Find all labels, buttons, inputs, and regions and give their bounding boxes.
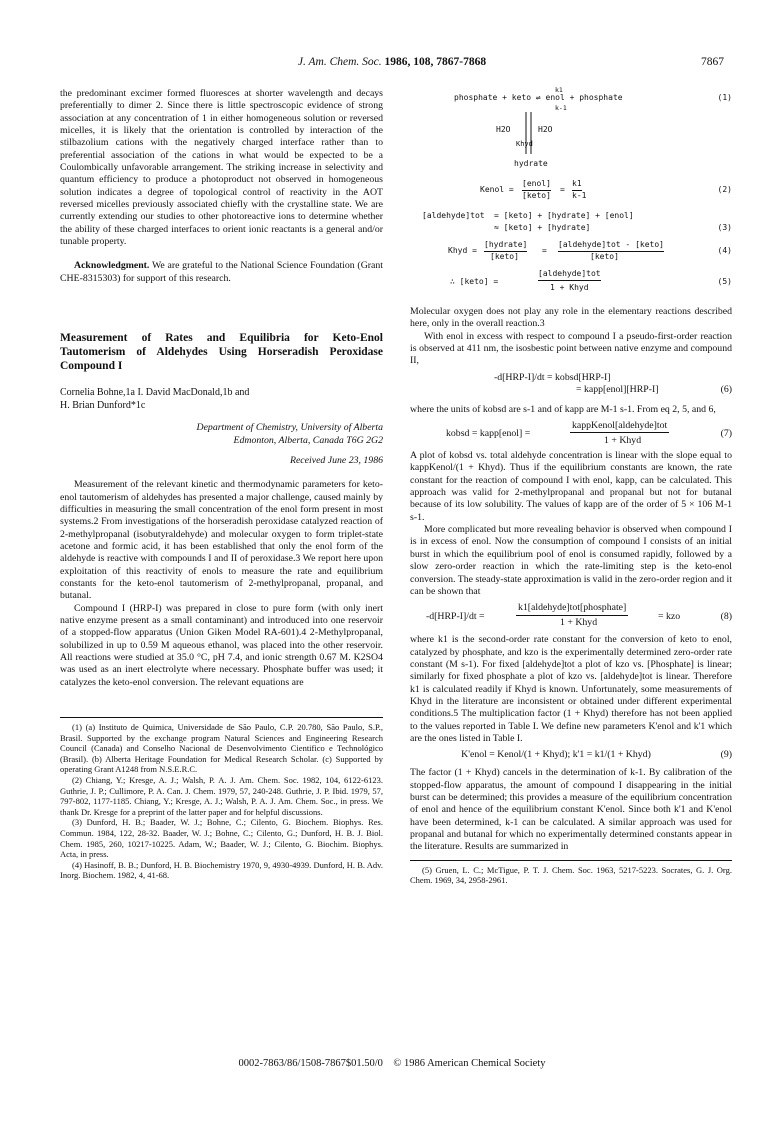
right-paragraph-5: More complicated but more revealing behavior is observed when compound I is in excess of enol. Now the consumption of compound I consists of an initial burst in which the equilibrium pool of enol is consumed rapidly, followed by a slow zero-order reaction in which the rate-limiting step is the keto-enol conversion. The steady-state approximation is valid in the zero-order region and it can be shown that [410, 524, 732, 597]
eq2-frac2-num: k1 [572, 178, 582, 191]
footnote-4: (4) Hasinoff, B. B.; Dunford, H. B. Biochemistry 1970, 9, 4930-4939. Dunford, H. B. Adv. Inorg. Biochem. 1982, 4, 41-68. [60, 859, 383, 881]
eq5-lhs: ∴ [keto] = [450, 277, 499, 286]
footnote-rule [60, 717, 383, 718]
hydrate-label: hydrate [514, 159, 548, 168]
received-date: Received June 23, 1986 [289, 454, 383, 466]
eq4-number: (4) [717, 246, 732, 255]
eq1-k-forward: k1 [555, 86, 563, 94]
body-paragraph-2: Compound I (HRP-I) was prepared in close to pure form (with only inert native enzyme present as a small contaminant) and introduced into one reservoir of a stopped-flow apparatus (Union Giken Model RA-601).4 2-Methylpropanal, solubilized in up to 0.59 M aqueous ethanol, was placed into the other reservoir. All reactions were studied at 35.0 °C, pH 7.4, and ionic strength 0.67 M. K2SO4 was used as an inert electrolyte where necessary. Phosphate buffer was used; it catalyzes the keto-enol conversion. The relevant equations are [60, 602, 383, 688]
eq1-k-reverse: k-1 [555, 104, 567, 112]
acknowledgment-text: We are grateful to the National Science Foundation (Grant CHE-8315303) for support of this research. [60, 260, 383, 284]
h2o-right: H2O [538, 125, 553, 134]
eq7-number: (7) [720, 428, 732, 440]
eq5-frac-den: 1 + Khyd [550, 283, 589, 292]
eq3-number: (3) [717, 223, 732, 232]
affiliation-line-1: Department of Chemistry, University of Alberta [196, 422, 383, 434]
header-page-number: 7867 [701, 56, 724, 68]
eq7-lhs: kobsd = kapp[enol] = [446, 428, 531, 440]
h2o-left: H2O [496, 125, 511, 134]
eq4-frac1-num: [hydrate] [484, 239, 527, 252]
reaction-scheme [410, 88, 732, 306]
eq4-frac2-den: [keto] [590, 252, 619, 261]
eq6-line-1: -d[HRP-I]/dt = kobsd[HRP-I] [494, 371, 611, 383]
footnote-5: (5) Gruen, L. C.; McTigue, P. T. J. Chem. Soc. 1963, 5217-5223. Socrates, G. J. Org. Chem. 1969, 34, 2958-2961. [410, 864, 732, 886]
eq2-frac2-den: k-1 [572, 191, 587, 200]
eq2-number: (2) [717, 185, 732, 194]
continuation-paragraph: the predominant excimer formed fluoresces at shorter wavelength and decays preferentially to dimer 2. Since there is little spectroscopic evidence of strong association at any concentration of 1 in either homogeneous solution or reversed micelles, it is likely that the orientation is controlled by interaction of the stilbazolium cations with the negatively charged interface rather than to preferential association of the cations in what would be expected to be a Coulombically unfavorable arrangement. The striking increase in selectivity and quantum efficiency to produce a photoproduct not observed in homogeneous solution indicates a degree of topological control of reactivity in the AOT reversed micelles previously associated chiefly with the crystalline state. We are currently extending our studies to other photoreactive ions to determine whether the ability of these charged interfaces to orient ionic reactants is a general and/or tunable property. [60, 88, 383, 248]
eq8-lhs: -d[HRP-I]/dt = [426, 611, 485, 623]
article-title: Measurement of Rates and Equilibria for Keto-Enol Tautomerism of Aldehydes Using Horseradish Peroxidase Compound I [60, 332, 383, 373]
acknowledgment-label: Acknowledgment. [74, 260, 150, 272]
eq8-number: (8) [720, 611, 732, 623]
eq4-frac2-num: [aldehyde]tot - [keto] [558, 239, 664, 252]
eq7-denominator: 1 + Khyd [604, 435, 642, 447]
eq2-lhs: Kenol = [480, 185, 514, 194]
eq4-equals: = [542, 246, 547, 255]
affiliation [60, 422, 383, 447]
equation-7 [410, 416, 732, 450]
footnote-1: (1) (a) Instituto de Quimica, Universidade de São Paulo, C.P. 20.780, São Paulo, S.P., Brasil. Supported by the exchange program Natural Sciences and Engineering Research Council (Canada) and Conselho Nacional de Desenvolvimento Cientifico e Technológico (Brasil). (b) Alberta Heritage Foundation for Medical Research Scholar. (c) Supported by operating Grant A1248 from N.S.E.R.C. [60, 722, 383, 775]
header-citation [60, 56, 724, 68]
right-paragraph-4: A plot of kobsd vs. total aldehyde concentration is linear with the slope equal to kappKenol/(1 + Khyd). Thus if the equilibrium constants are known, the rate constant for the reaction of compound I with enol, kapp, can be calculated. This approach was valid for 2-methylpropanal and propanal but not for butanal because of its low solubility. The values of kapp are of the order of 5 × 106 M-1 s-1. [410, 450, 732, 523]
eq1-number: (1) [717, 93, 732, 102]
eq1-text: phosphate + keto ⇌ enol + phosphate [454, 93, 623, 102]
header-year-pages: 1986, 108, 7867-7868 [384, 56, 487, 68]
footnote-3: (3) Dunford, H. B.; Baader, W. J.; Bohne, C.; Cilento, G. Biochem. Biophys. Res. Commun. 1984, 122, 28-32. Baader, W. J.; Bohne, C.; Cilento, G.; Dunford, H. B. J. Biol. Chem. 1985, 260, 10217-10225. Adam, W.; Baader, W. J.; Cilento, G. Biochim. Biophys. Acta, in press. [60, 817, 383, 860]
eq8-numerator: k1[aldehyde]tot[phosphate] [516, 602, 628, 615]
eq3-lhs: [aldehyde]tot [422, 211, 485, 220]
authors-line-1: Cornelia Bohne,1a I. David MacDonald,1b and [60, 387, 250, 399]
page-footer [0, 1058, 784, 1069]
eq5-number: (5) [717, 277, 732, 286]
running-header [60, 56, 724, 74]
right-paragraph-6: where k1 is the second-order rate constant for the conversion of keto to enol, catalyzed by phosphate, and kzo is the experimentally determined zero-order rate constant (M s-1). For fixed [aldehyde]tot a plot of kzo vs. [Phosphate] is linear; similarly for fixed phosphate a plot of kzo vs. [aldehyde]tot is linear. Therefore k1 is calculated readily if Khyd is known. Unfortunately, some measurements of Khyd in the literature are inconsistent or obtained under different experimental conditions.5 The multiplication factor (1 + Khyd) therefore has not been applied to the values reported in Table I. We define new parameters K'enol and k'1 which are the ones listed in Table I. [410, 634, 732, 744]
equation-8 [410, 598, 732, 634]
right-paragraph-7: The factor (1 + Khyd) cancels in the determination of k-1. By calibration of the stopped-flow apparatus, the amount of compound I disappearing in the initial burst can be determined; this provides a measure of the equilibrium concentration of enol and hence of the equilibrium constant K'enol. Since both k'1 and K'enol have been determined, k-1 can be calculated. A similar approach was used for propanal and butanal for which no experimentally determined constants appear in the literature. Results are summarized in [410, 767, 732, 853]
eq2-equals: = [560, 185, 565, 194]
acknowledgment-paragraph [60, 260, 383, 285]
eq5-frac-num: [aldehyde]tot [538, 268, 601, 281]
eq8-denominator: 1 + Khyd [560, 617, 598, 629]
eq2-frac1-num: [enol] [522, 178, 551, 191]
eq4-frac1-den: [keto] [490, 252, 519, 261]
header-journal: J. Am. Chem. Soc. [297, 56, 382, 68]
body-paragraph-1: Measurement of the relevant kinetic and thermodynamic parameters for keto-enol tautomerism of aldehydes has presented a major challenge, caused mainly by difficulties in measuring the small concentration of the enol form present in most systems.2 From investigations of the horseradish peroxidase catalyzed reaction of 2-methylpropanal (isobutyraldehyde) and molecular oxygen to form triplet-state acetone and formic acid, it has been established that only the enol form of the aldehyde is reactive with compounds I and II of peroxidase.3 We report here upon exploitation of this reactivity of enols to measure the rate and equilibrium constants for the keto-enol tautomerism of 2-methylpropanal, propanal, and butanal. [60, 479, 383, 602]
eq9-text: K'enol = Kenol/(1 + Khyd); k'1 = k1/(1 + Khyd) [461, 749, 651, 761]
footer-copyright: © 1986 American Chemical Society [393, 1058, 546, 1069]
footnote-2: (2) Chiang, Y.; Kresge, A. J.; Walsh, P. A. J. Am. Chem. Soc. 1982, 104, 6122-6123. Guthrie, J. P.; Cullimore, P. A. Can. J. Chem. 1979, 57, 240-248. Guthrie, J. P. Ibid. 1979, 57, 797-802, 1177-1185. Chiang, Y.; Kresge, A. J.; Walsh, P. A. J. Am. Chem. Soc., in press. We thank Dr. Kresge for a preprint of the latter paper and for helpful discussions. [60, 775, 383, 817]
equation-6 [410, 368, 732, 404]
authors-line-2: H. Brian Dunford*1c [60, 399, 146, 411]
eq2-frac1-den: [keto] [522, 191, 551, 200]
equation-9 [410, 745, 732, 767]
authors [60, 387, 383, 412]
affiliation-line-2: Edmonton, Alberta, Canada T6G 2G2 [233, 434, 383, 446]
eq8-rhs: = kzo [658, 611, 681, 623]
right-column [410, 88, 732, 886]
eq6-number: (6) [720, 383, 732, 395]
eq3-line-2: ≈ [keto] + [hydrate] [494, 223, 591, 232]
right-paragraph-3: where the units of kobsd are s-1 and of kapp are M-1 s-1. From eq 2, 5, and 6, [410, 403, 716, 415]
eq6-line-2: = kapp[enol][HRP-I] [576, 384, 659, 396]
khyd-label: Khyd [516, 140, 533, 148]
left-column [60, 88, 383, 881]
footnote-rule-right [410, 860, 732, 861]
eq9-number: (9) [720, 749, 732, 761]
eq4-lhs: Khyd = [448, 246, 477, 255]
right-paragraph-2: With enol in excess with respect to compound I a pseudo-first-order reaction is observed at 411 nm, the isosbestic point between native enzyme and compound II, [410, 330, 732, 367]
eq3-line-1: = [keto] + [hydrate] + [enol] [494, 211, 634, 220]
right-paragraph-1: Molecular oxygen does not play any role in the elementary reactions described here, only in the overall reaction.3 [410, 306, 732, 330]
footer-code: 0002-7863/86/1508-7867$01.50/0 [238, 1058, 383, 1069]
eq7-numerator: kappKenol[aldehyde]tot [570, 420, 669, 433]
